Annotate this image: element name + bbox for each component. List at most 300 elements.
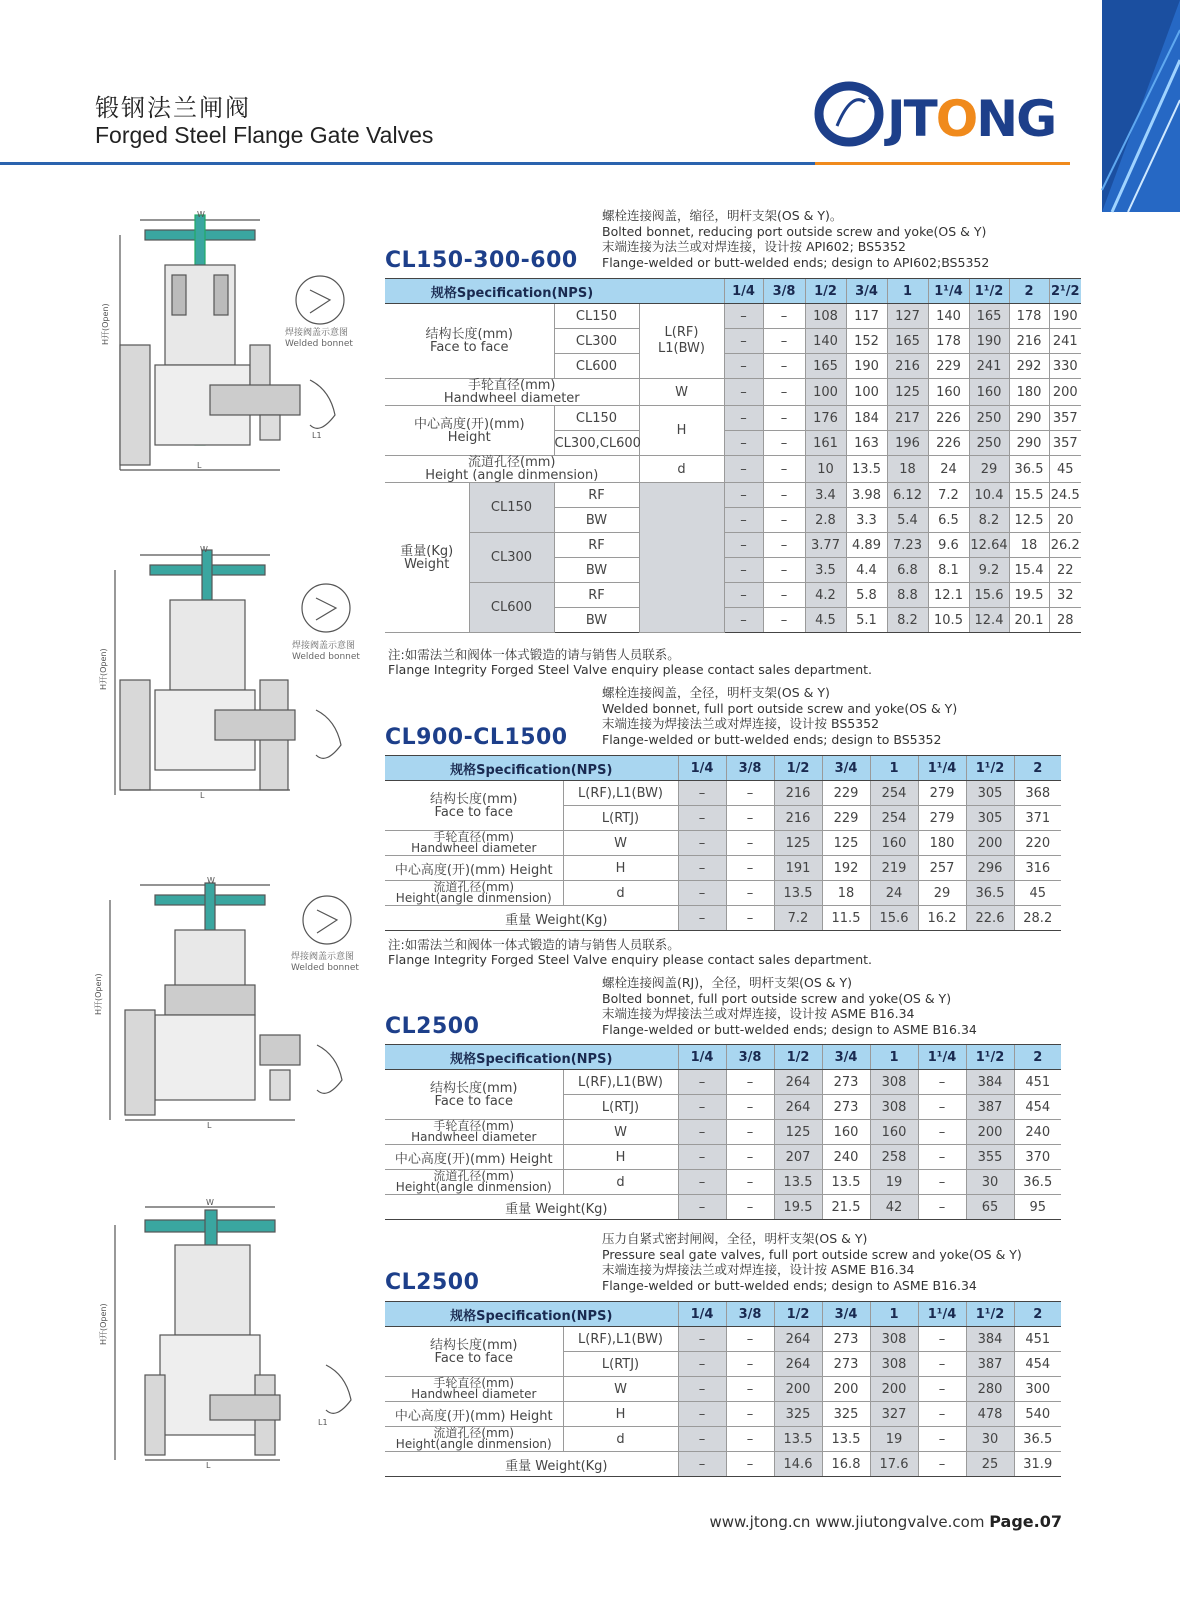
row-label-en: Height(angle dinmension) (395, 1180, 552, 1194)
table-cell: – (726, 856, 774, 881)
symbol-cell: d (639, 456, 724, 483)
table-cell: 100 (846, 379, 887, 406)
row-label-cn: 流道孔径(mm) (433, 1169, 515, 1183)
table-cell: 200 (966, 831, 1014, 856)
table-cell: 152 (846, 329, 887, 354)
table-cell: 327 (870, 1402, 918, 1427)
table-cell: 325 (774, 1402, 822, 1427)
table-cell: 250 (969, 406, 1009, 431)
row-label-en: Height (angle dinmension) (425, 468, 599, 483)
table-cell: 13.5 (822, 1170, 870, 1195)
row-label-en: Handwheel diameter (443, 391, 580, 406)
table-cell: 15.6 (870, 906, 918, 931)
table-cell: 42 (870, 1195, 918, 1220)
table-cell: 305 (966, 781, 1014, 806)
size-header: 3/4 (822, 1302, 870, 1327)
table-cell: 196 (887, 431, 928, 456)
size-header: 1/4 (678, 756, 726, 781)
table-cell: 8.2 (887, 608, 928, 633)
table-cell: – (678, 881, 726, 906)
table-cell: 117 (846, 304, 887, 329)
table-cell: – (918, 1327, 966, 1352)
table-cell: 451 (1014, 1327, 1061, 1352)
corner-decoration (1102, 0, 1180, 212)
table-cell: 7.2 (774, 906, 822, 931)
table-cell: – (678, 781, 726, 806)
size-header: 3/4 (846, 279, 887, 304)
row-label (385, 483, 469, 633)
table-cell: – (724, 533, 763, 558)
table-cell: 8.1 (928, 558, 969, 583)
table-cell: 226 (928, 406, 969, 431)
row-label-cn: 流道孔径(mm) (433, 1426, 515, 1440)
table-cell: – (918, 1120, 966, 1145)
table-cell: 279 (918, 806, 966, 831)
table-cell: 5.4 (887, 508, 928, 533)
table-cell: – (678, 1377, 726, 1402)
size-header: 1 (870, 1302, 918, 1327)
table-cell: 24 (870, 881, 918, 906)
table-row (385, 1452, 1061, 1477)
table-cell: – (726, 1327, 774, 1352)
table-cell: 10.4 (969, 483, 1009, 508)
row-label (385, 1070, 563, 1120)
row-label: 中心高度(开)(mm) Height (385, 1402, 563, 1427)
diagram-caption-cn: 焊接阀盖示意图 (291, 952, 355, 962)
table-cell: 371 (1014, 806, 1061, 831)
table-cell: 216 (887, 354, 928, 379)
valve-drawing-4 (100, 1195, 380, 1475)
end-type-label: RF (554, 533, 639, 558)
table-cell: 11.5 (822, 906, 870, 931)
table-cell: 100 (805, 379, 846, 406)
row-label-cn: 流道孔径(mm) (468, 455, 556, 470)
table-cell: 258 (870, 1145, 918, 1170)
table-cell: 10.5 (928, 608, 969, 633)
size-header: 1¹/4 (918, 1045, 966, 1070)
end-type-label: BW (554, 558, 639, 583)
dim-h-label: H开(Open) (101, 303, 110, 345)
row-label: 中心高度(开)(mm) Height (385, 856, 563, 881)
size-header: 1/4 (724, 279, 763, 304)
row-label-cn: 结构长度(mm) (425, 327, 513, 342)
table-cell: 357 (1049, 431, 1081, 456)
table-cell: 4.89 (846, 533, 887, 558)
table-row (385, 1327, 1061, 1352)
table-cell: – (678, 831, 726, 856)
section-title: CL150-300-600 (385, 248, 578, 273)
row-label-cn: 手轮直径(mm) (468, 378, 556, 393)
symbol-cell: H (563, 1402, 678, 1427)
table-cell: – (724, 456, 763, 483)
table-cell: – (726, 1095, 774, 1120)
table-cell: 36.5 (1014, 1427, 1061, 1452)
table-cell: – (726, 1145, 774, 1170)
size-header: 1¹/4 (918, 756, 966, 781)
table-cell: 241 (1049, 329, 1081, 354)
valve-drawing-2 (100, 540, 380, 800)
row-label-en: Height (447, 429, 491, 445)
table-cell: – (763, 379, 805, 406)
table-cell: 308 (870, 1070, 918, 1095)
table-cell: 273 (822, 1352, 870, 1377)
dim-l1-label: L1 (318, 1418, 328, 1427)
table-cell: 9.6 (928, 533, 969, 558)
table-cell: 229 (928, 354, 969, 379)
table-cell: – (763, 483, 805, 508)
row-label (385, 1327, 563, 1377)
logo-text-end: NG (976, 90, 1056, 148)
logo-text-main: JT (887, 90, 936, 148)
size-header: 1¹/2 (966, 1045, 1014, 1070)
table-cell: – (678, 1402, 726, 1427)
table-cell: 13.5 (774, 1170, 822, 1195)
table-cell: 125 (774, 1120, 822, 1145)
svg-text:JTONG (884, 90, 1055, 148)
diagram-caption-cn: 焊接阀盖示意图 (285, 328, 349, 338)
class-label: CL300 (554, 329, 639, 354)
row-label (385, 1427, 563, 1452)
table-cell: – (726, 1070, 774, 1095)
table-cell: – (918, 1070, 966, 1095)
table-row (385, 1145, 1061, 1170)
table-row (385, 533, 1081, 558)
table-cell: 7.2 (928, 483, 969, 508)
table-cell: 19 (870, 1427, 918, 1452)
size-header: 1 (870, 756, 918, 781)
table-cell: 127 (887, 304, 928, 329)
table-cell: 65 (966, 1195, 1014, 1220)
symbol-header (639, 279, 724, 304)
table-cell: 25 (966, 1452, 1014, 1477)
size-header: 1¹/2 (969, 279, 1009, 304)
row-label-en: Handwheel diameter (411, 1387, 537, 1401)
table-cell: – (678, 1095, 726, 1120)
table-cell: 125 (887, 379, 928, 406)
table-cell: 308 (870, 1352, 918, 1377)
row-label-en: Handwheel diameter (411, 1130, 537, 1144)
symbol-cell: d (563, 881, 678, 906)
table-cell: 316 (1014, 856, 1061, 881)
table-header-row (385, 1045, 1061, 1070)
table-cell: – (763, 354, 805, 379)
table-cell: 296 (966, 856, 1014, 881)
table-row (385, 906, 1061, 931)
table-cell: 384 (966, 1070, 1014, 1095)
spec-table-cl150-600 (385, 278, 1081, 633)
table-cell: 12.64 (969, 533, 1009, 558)
table-cell: 45 (1049, 456, 1081, 483)
symbol-cell: L(RTJ) (563, 1352, 678, 1377)
logo-mark-icon (819, 86, 879, 142)
table-cell: 125 (774, 831, 822, 856)
dim-l1-label: L1 (312, 431, 322, 440)
table-cell: – (678, 1120, 726, 1145)
table-cell: – (918, 1145, 966, 1170)
table-cell: 8.8 (887, 583, 928, 608)
table-cell: 160 (870, 1120, 918, 1145)
table-cell: 13.5 (846, 456, 887, 483)
table-cell: 9.2 (969, 558, 1009, 583)
footer-urls[interactable]: www.jtong.cn www.jiutongvalve.com (709, 1513, 985, 1531)
section-title: CL2500 (385, 1014, 480, 1039)
table-cell: 290 (1009, 431, 1049, 456)
dim-w-label: W (197, 210, 205, 219)
spec-table-cl900-1500 (385, 755, 1061, 931)
table-cell: – (918, 1402, 966, 1427)
row-label: 重量 Weight(Kg) (385, 906, 678, 931)
table-row (385, 1377, 1061, 1402)
table-cell: 8.2 (969, 508, 1009, 533)
dim-l-label: L (200, 791, 205, 800)
table-cell: 15.5 (1009, 483, 1049, 508)
row-label-cn: 手轮直径(mm) (433, 830, 515, 844)
logo-text-o: O (935, 90, 977, 148)
table-cell: 95 (1014, 1195, 1061, 1220)
table-cell: – (763, 558, 805, 583)
row-label (385, 881, 563, 906)
table-cell: 32 (1049, 583, 1081, 608)
table-row (385, 831, 1061, 856)
table-cell: – (918, 1170, 966, 1195)
table-cell: 264 (774, 1070, 822, 1095)
table-header-row (385, 279, 1081, 304)
table-cell: 5.1 (846, 608, 887, 633)
table-cell: 165 (887, 329, 928, 354)
table-row (385, 304, 1081, 329)
table-cell: – (724, 406, 763, 431)
table-cell: 19.5 (1009, 583, 1049, 608)
table-row (385, 856, 1061, 881)
table-cell: – (678, 1452, 726, 1477)
row-label-en: Face to face (434, 1093, 513, 1109)
table-cell: – (763, 406, 805, 431)
table-cell: 22.6 (966, 906, 1014, 931)
table-cell: 216 (774, 806, 822, 831)
row-label: 重量 Weight(Kg) (385, 1452, 678, 1477)
table-cell: 26.2 (1049, 533, 1081, 558)
table-cell: 200 (966, 1120, 1014, 1145)
class-label: CL300 (469, 533, 554, 583)
footer (709, 1512, 1062, 1531)
size-header: 2 (1014, 756, 1061, 781)
table-cell: 241 (969, 354, 1009, 379)
table-cell: 13.5 (774, 1427, 822, 1452)
end-type-label: RF (554, 583, 639, 608)
table-cell: 160 (928, 379, 969, 406)
table-cell: 264 (774, 1327, 822, 1352)
table-cell: – (726, 1352, 774, 1377)
symbol-cell: L(RF),L1(BW) (563, 1070, 678, 1095)
table-row (385, 483, 1081, 508)
table-cell: 16.2 (918, 906, 966, 931)
table-cell: – (724, 354, 763, 379)
row-label-cn: 手轮直径(mm) (433, 1119, 515, 1133)
table-cell: 165 (805, 354, 846, 379)
symbol-cell: L(RTJ) (563, 806, 678, 831)
row-label-en: Face to face (434, 804, 513, 820)
table-cell: 36.5 (1009, 456, 1049, 483)
table-cell: 160 (969, 379, 1009, 406)
table-cell: 384 (966, 1327, 1014, 1352)
table-header-row (385, 756, 1061, 781)
table-cell: 257 (918, 856, 966, 881)
table-cell: 216 (1009, 329, 1049, 354)
table-cell: – (726, 1402, 774, 1427)
table-cell: 355 (966, 1145, 1014, 1170)
table-cell: 280 (966, 1377, 1014, 1402)
table-cell: 478 (966, 1402, 1014, 1427)
table-cell: 387 (966, 1095, 1014, 1120)
table-cell: 3.77 (805, 533, 846, 558)
table-row (385, 881, 1061, 906)
table-cell: – (726, 1120, 774, 1145)
dim-l-label: L (207, 1121, 212, 1130)
size-header: 3/8 (726, 1045, 774, 1070)
table-cell: 200 (1049, 379, 1081, 406)
table-cell: – (726, 881, 774, 906)
symbol-cell: W (563, 831, 678, 856)
table-cell: 226 (928, 431, 969, 456)
dim-h-label: H开(Open) (94, 973, 103, 1015)
table-cell: 273 (822, 1327, 870, 1352)
end-type-label: BW (554, 608, 639, 633)
table-cell: 180 (1009, 379, 1049, 406)
table-cell: 4.5 (805, 608, 846, 633)
table-cell: 29 (918, 881, 966, 906)
symbol-cell: L(RF),L1(BW) (563, 1327, 678, 1352)
table-cell: 165 (969, 304, 1009, 329)
table-row (385, 1170, 1061, 1195)
table-cell: 14.6 (774, 1452, 822, 1477)
table-row (385, 379, 1081, 406)
table-cell: – (726, 781, 774, 806)
table-cell: 305 (966, 806, 1014, 831)
section-description: 螺栓连接阀盖，缩径，明杆支架(OS & Y)。 Bolted bonnet, reducing port outside screw and yoke(OS & Y) 末端连接为法兰或对焊连接，设计按 API602; BS5352 Flange-welded or butt-welded ends; design to API602;BS5352 (602, 208, 990, 270)
table-cell: 20.1 (1009, 608, 1049, 633)
diagram-caption-en: Welded bonnet (285, 339, 353, 349)
table-cell: 17.6 (870, 1452, 918, 1477)
row-label-en: Face to face (430, 340, 509, 355)
table-cell: – (726, 1427, 774, 1452)
size-header: 1¹/4 (918, 1302, 966, 1327)
table-cell: – (678, 1145, 726, 1170)
row-label-cn: 结构长度(mm) (430, 1337, 518, 1353)
table-cell: 279 (918, 781, 966, 806)
table-cell: 15.4 (1009, 558, 1049, 583)
size-header: 1/2 (774, 1302, 822, 1327)
table-cell: 7.23 (887, 533, 928, 558)
table-row (385, 583, 1081, 608)
table-cell: – (724, 558, 763, 583)
table-cell: 12.1 (928, 583, 969, 608)
diagram-caption-en: Welded bonnet (291, 963, 359, 973)
table-cell: 125 (822, 831, 870, 856)
table-cell: 4.4 (846, 558, 887, 583)
row-label-cn: 手轮直径(mm) (433, 1376, 515, 1390)
valve-drawing-3 (95, 875, 375, 1135)
table-cell: 6.5 (928, 508, 969, 533)
table-cell: 29 (969, 456, 1009, 483)
table-cell: – (763, 431, 805, 456)
table-cell: 219 (870, 856, 918, 881)
table-cell: – (918, 1195, 966, 1220)
table-cell: 190 (846, 354, 887, 379)
section-description: 螺栓连接阀盖，全径，明杆支架(OS & Y) Welded bonnet, full port outside screw and yoke(OS & Y) 末端连接为焊接法兰或对焊连接，设计按 BS5352 Flange-welded or butt-welded ends; design to BS5352 (602, 685, 958, 747)
row-label: 重量 Weight(Kg) (385, 1195, 678, 1220)
table-cell: – (726, 1195, 774, 1220)
table-cell: 191 (774, 856, 822, 881)
table-cell: 357 (1049, 406, 1081, 431)
symbol-cell: H (563, 856, 678, 881)
table-cell: – (678, 806, 726, 831)
table-cell: 3.4 (805, 483, 846, 508)
row-label (385, 406, 554, 456)
table-cell: 16.8 (822, 1452, 870, 1477)
table-cell: 6.8 (887, 558, 928, 583)
table-cell: – (724, 379, 763, 406)
table-cell: – (724, 583, 763, 608)
table-cell: – (678, 856, 726, 881)
symbol-cell: W (563, 1377, 678, 1402)
row-label-cn: 结构长度(mm) (430, 791, 518, 807)
class-label: CL300,CL600 (554, 431, 639, 456)
table-cell: 20 (1049, 508, 1081, 533)
row-label-cn: 结构长度(mm) (430, 1080, 518, 1096)
table-cell: – (726, 1452, 774, 1477)
row-label (385, 831, 563, 856)
row-label-en: Face to face (434, 1350, 513, 1366)
dim-l-label: L (206, 1461, 211, 1470)
class-label: CL150 (469, 483, 554, 533)
header-rule-blue (0, 162, 815, 165)
size-header: 1¹/4 (928, 279, 969, 304)
dim-w-label: W (207, 876, 215, 885)
table-cell: – (763, 329, 805, 354)
table-cell: 3.98 (846, 483, 887, 508)
size-header: 2 (1014, 1302, 1061, 1327)
table-cell: 220 (1014, 831, 1061, 856)
table-cell: 28 (1049, 608, 1081, 633)
table-cell: – (763, 304, 805, 329)
table-cell: 161 (805, 431, 846, 456)
dim-h-label: H开(Open) (99, 648, 108, 690)
table-cell: 31.9 (1014, 1452, 1061, 1477)
table-cell: 240 (822, 1145, 870, 1170)
table-cell: 273 (822, 1070, 870, 1095)
page-title-en: Forged Steel Flange Gate Valves (95, 122, 434, 148)
table-cell: 176 (805, 406, 846, 431)
symbol-cell: L(RF) L1(BW) (639, 304, 724, 379)
table-cell: 184 (846, 406, 887, 431)
table-cell: – (763, 508, 805, 533)
diagram-caption-en: Welded bonnet (292, 652, 360, 662)
table-cell: 108 (805, 304, 846, 329)
table-row (385, 1120, 1061, 1145)
table-cell: 6.12 (887, 483, 928, 508)
table-cell: 13.5 (822, 1427, 870, 1452)
table-cell: 160 (822, 1120, 870, 1145)
row-label (385, 1170, 563, 1195)
table-cell: 18 (1009, 533, 1049, 558)
table-cell: – (678, 906, 726, 931)
dim-l-label: L (197, 461, 202, 470)
table-cell: 370 (1014, 1145, 1061, 1170)
table-cell: 4.2 (805, 583, 846, 608)
dim-w-label: W (206, 1198, 214, 1207)
table-cell: 250 (969, 431, 1009, 456)
table-row (385, 1427, 1061, 1452)
